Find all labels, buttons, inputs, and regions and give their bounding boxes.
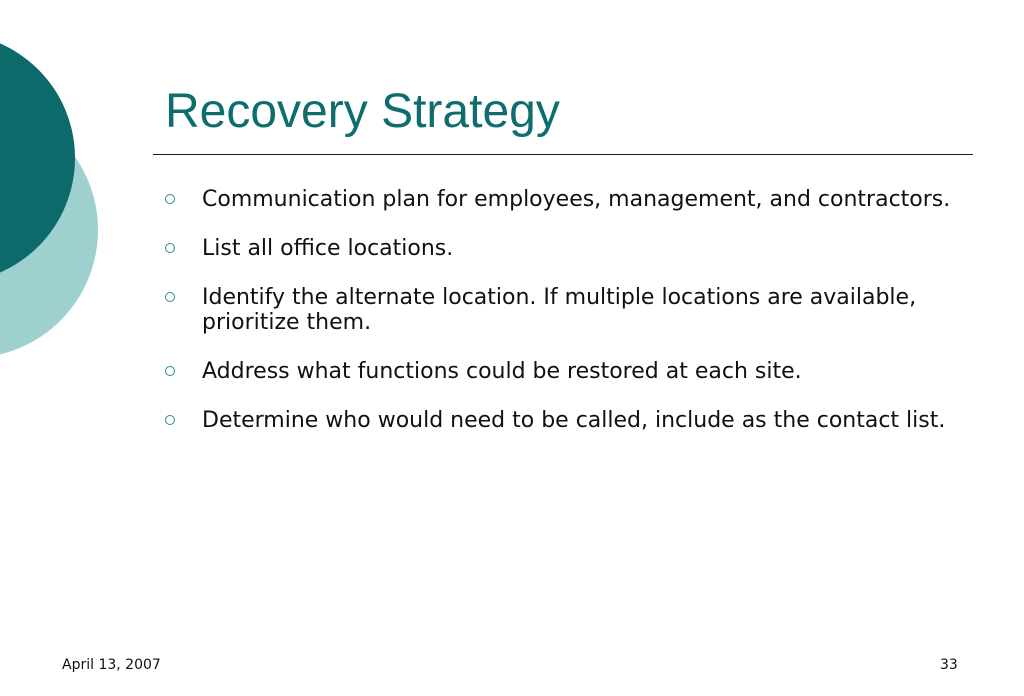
bullet-text: Identify the alternate location. If multiple locations are available, prioritize them. <box>202 285 917 335</box>
circle-bullet-icon <box>165 415 175 425</box>
bullet-text: List all office locations. <box>202 236 454 261</box>
circle-bullet-icon <box>165 292 175 302</box>
slide-title: Recovery Strategy <box>165 85 560 138</box>
bullet-item <box>162 359 952 384</box>
bullet-text: Communication plan for employees, management, and contractors. <box>202 187 951 212</box>
decorative-circles <box>0 0 120 400</box>
circle-bullet-icon <box>165 243 175 253</box>
page-number: 33 <box>940 657 958 673</box>
bullet-item <box>162 285 952 335</box>
title-divider <box>153 154 973 155</box>
bullet-item <box>162 187 952 212</box>
bullet-text: Address what functions could be restored at each site. <box>202 359 802 384</box>
bullet-item <box>162 408 952 433</box>
bullet-text: Determine who would need to be called, include as the contact list. <box>202 408 946 433</box>
circle-bullet-icon <box>165 194 175 204</box>
circle-bullet-icon <box>165 366 175 376</box>
bullet-list <box>162 187 952 457</box>
footer-date: April 13, 2007 <box>62 657 161 673</box>
bullet-item <box>162 236 952 261</box>
